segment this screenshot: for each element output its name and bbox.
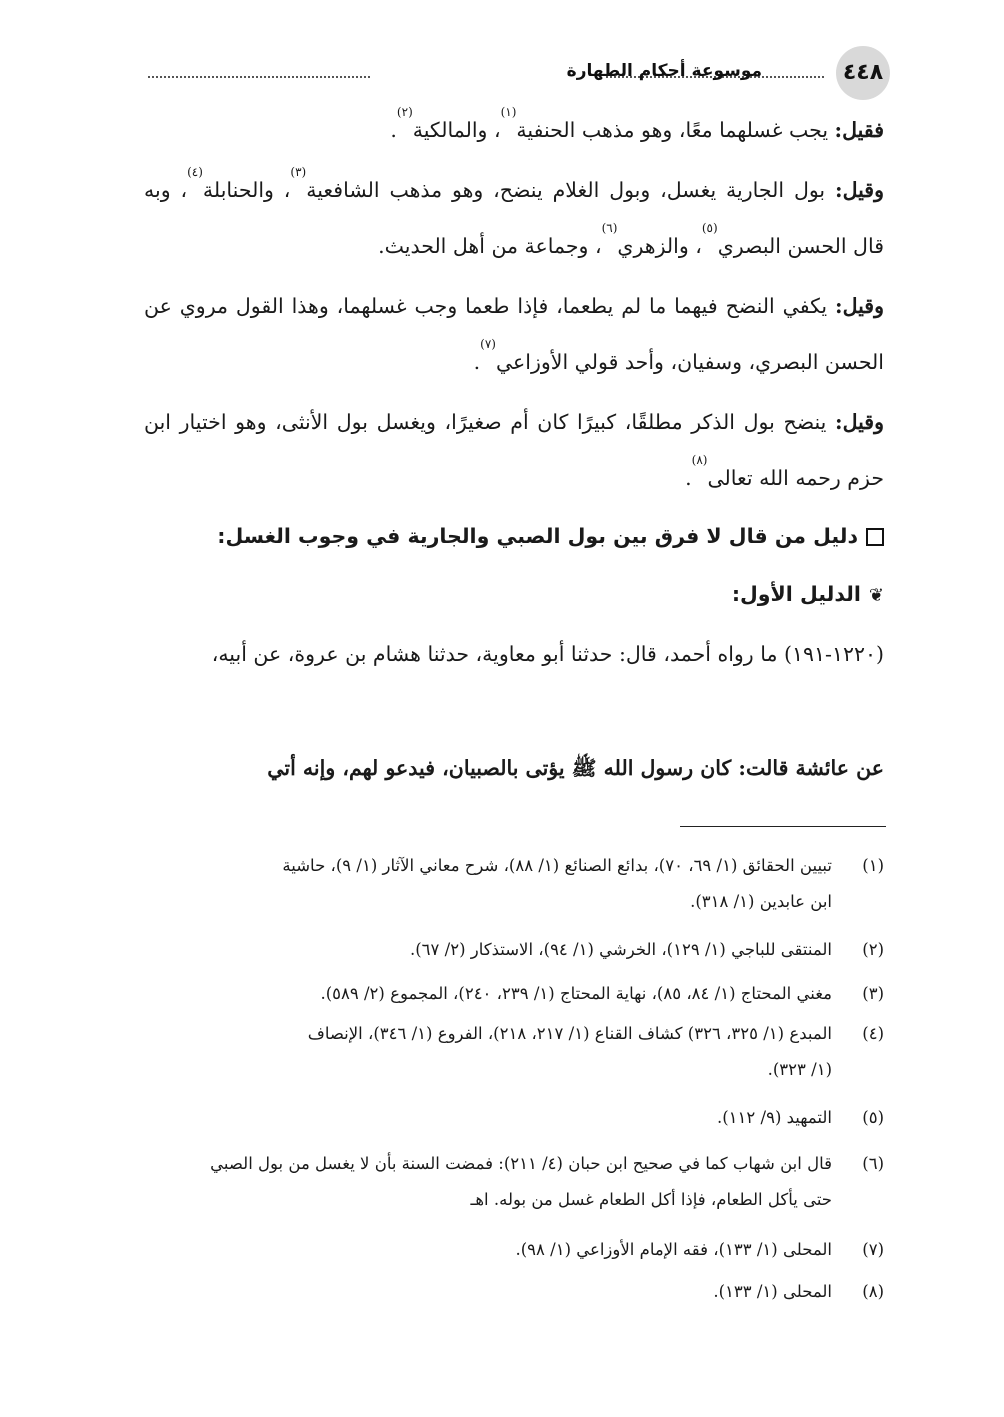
footnote-7: (٧)المحلى (١/ ١٣٣)، فقه الإمام الأوزاعي (١/ ٩٨). xyxy=(144,1232,884,1268)
section-heading: دليل من قال لا فرق بين بول الصبي والجارية في وجوب الغسل: xyxy=(144,508,884,564)
square-bullet-icon xyxy=(866,528,884,546)
footnote-5: (٥)التمهيد (٩/ ١١٢). xyxy=(144,1100,884,1136)
footnote-8: (٨)المحلى (١/ ١٣٣). xyxy=(144,1274,884,1310)
leaf-ornament-icon: ❦ xyxy=(868,585,884,606)
footnote-4: (٤)المبدع (١/ ٣٢٥، ٣٢٦) كشاف القناع (١/ ٢١٧، ٢١٨)، الفروع (١/ ٣٤٦)، الإنصاف (١/ ٣٢٣). xyxy=(144,1016,884,1088)
paragraph-2: وقيل: بول الجارية يغسل، وبول الغلام ينضح، وهو مذهب الشافعية$^{(٣)}$، والحنابلة$^{(٤)}$، وبه قال الحسن البصري$^{(٥)}$، والزهري$^{(٦)}$، وجماعة من أهل الحديث. xyxy=(144,165,884,258)
hadith-text: عن عائشة قالت: كان رسول الله ﷺ يؤتى بالصبيان، فيدعو لهم، وإنه أتي xyxy=(267,756,884,780)
paragraph-4: وقيل: ينضح بول الذكر مطلقًا، كبيرًا كان أم صغيرًا، ويغسل بول الأنثى، وهو اختيار ابن حزم رحمه الله تعالى$^{(٨)}$. xyxy=(144,410,884,490)
footnote-6: (٦)قال ابن شهاب كما في صحيح ابن حبان (٤/ ٢١١): فمضت السنة بأن لا يغسل من بول الصبي حتى يأكل الطعام، فإذا أكل الطعام غسل من بوله. اهـ xyxy=(144,1146,884,1218)
footnote-ref[interactable]: (١) xyxy=(500,105,517,119)
paragraph-3: وقيل: يكفي النضح فيهما ما لم يطعما، فإذا طعما وجب غسلهما، وهذا القول مروي عن الحسن البصري، وسفيان، وأحد قولي الأوزاعي$^{(٧)}$. xyxy=(144,294,884,374)
footnote-number: (٣) xyxy=(862,984,884,1003)
hadith-chain: (١٢٢٠-١٩١) ما رواه أحمد، قال: حدثنا أبو معاوية، حدثنا هشام بن عروة، عن أبيه، xyxy=(211,642,884,666)
footnote-separator xyxy=(680,826,886,827)
footnote-number: (٤) xyxy=(862,1024,884,1043)
footnote-ref[interactable]: (٧) xyxy=(480,337,496,351)
footnote-number: (٧) xyxy=(862,1240,884,1259)
footnote-number: (٨) xyxy=(862,1282,884,1301)
paragraph-label: وقيل: xyxy=(835,178,884,202)
footnote-ref[interactable]: (٥) xyxy=(701,221,718,235)
footnote-ref[interactable]: (٨) xyxy=(691,453,708,467)
footnote-3: (٣)مغني المحتاج (١/ ٨٤، ٨٥)، نهاية المحتاج (١/ ٢٣٩، ٢٤٠)، المجموع (٢/ ٥٨٩). xyxy=(144,976,884,1012)
footnote-number: (٥) xyxy=(862,1108,884,1127)
header-dots-left xyxy=(148,64,370,78)
paragraph-1: فقيل: يجب غسلهما معًا، وهو مذهب الحنفية$^{(١)}$، والمالكية$^{(٢)}$. xyxy=(390,105,884,142)
paragraph-label: وقيل: xyxy=(835,410,884,434)
paragraph-label: فقيل: xyxy=(834,118,884,142)
footnote-number: (٦) xyxy=(862,1154,884,1173)
footnote-ref[interactable]: (٣) xyxy=(290,165,307,179)
running-header-title: موسوعة أحكام الطهارة xyxy=(566,61,762,81)
footnote-ref[interactable]: (٢) xyxy=(396,105,413,119)
footnote-number: (٢) xyxy=(862,940,884,959)
footnote-ref[interactable]: (٦) xyxy=(601,221,618,235)
footnote-2: (٢)المنتقى للباجي (١/ ١٢٩)، الخرشي (١/ ٩٤)، الاستذكار (٢/ ٦٧). xyxy=(144,932,884,968)
footnote-number: (١) xyxy=(862,856,884,875)
footnote-1: (١)تبيين الحقائق (١/ ٦٩، ٧٠)، بدائع الصنائع (١/ ٨٨)، شرح معاني الآثار (١/ ٩)، حاشية ابن عابدين (١/ ٣١٨). xyxy=(144,848,884,920)
footnote-ref[interactable]: (٤) xyxy=(187,165,203,179)
paragraph-label: وقيل: xyxy=(835,294,884,318)
subsection-heading: ❦الدليل الأول: xyxy=(144,566,884,624)
page-number: ٤٤٨ xyxy=(836,46,890,100)
